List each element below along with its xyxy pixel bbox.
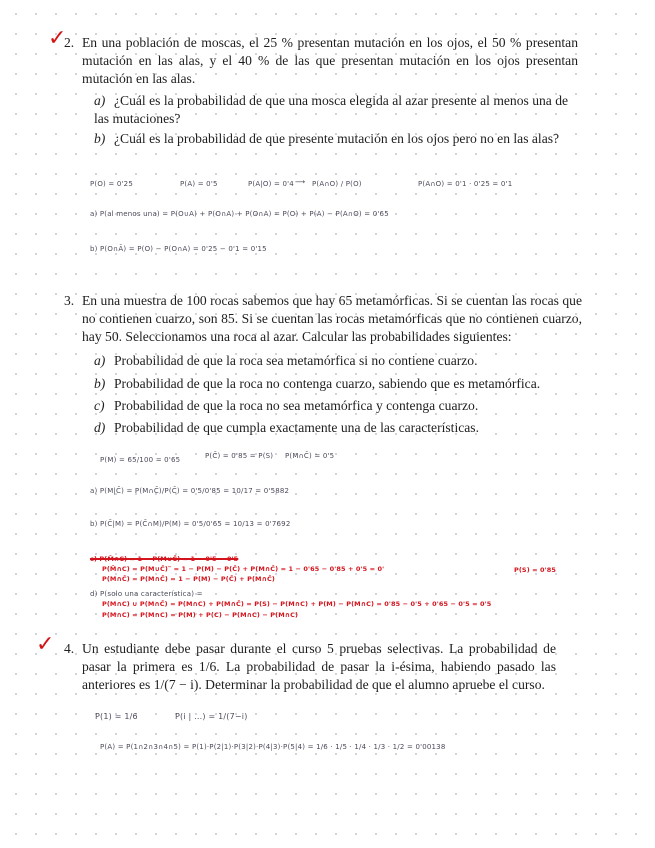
note-p2-given-a: P(A) = 0'5: [180, 180, 218, 188]
checkmark-icon: ✓: [36, 632, 55, 657]
problem-3-text: En una muestra de 100 rocas sabemos que hay 65 metamórficas. Si se cuentan las rocas que no contienen cuarzo, son 85. Si se cuentan las rocas metamórficas que no contienen cuarzo, hay 50. Seleccionamos una roca al azar. Calcular las probabilidades siguientes:: [82, 293, 582, 344]
part-text: Probabilidad de que la roca sea metamórfica si no contiene cuarzo.: [114, 353, 478, 368]
note-p3-part-d-line2: P(M∩C) = P(M∩C) = P(M) + P(C) − P(M∩C) − P(M∩C): [102, 611, 299, 619]
note-p2-formula: P(A∩O) / P(O): [312, 180, 362, 188]
note-p4-result: P(A) = P(1∩2∩3∩4∩5) = P(1)·P(2|1)·P(3|2)·P(4|3)·P(5|4) = 1/6 · 1/5 · 1/4 · 1/3 · 1/2 = 0'00138: [100, 743, 446, 751]
note-p3-part-c-line2: P(M∩C̄) = P(M∩C̄) = 1 − P(M) − P(C̄) + P(M∩C̄): [102, 575, 275, 583]
problem-2-part-b: [94, 130, 594, 148]
note-p3-given-m: P(M) = 65/100 = 0'65: [100, 456, 181, 464]
note-p3-part-a: a) P(M|C̄) = P(M∩C̄)/P(C̄) = 0'5/0'85 = 10/17 = 0'5882: [90, 487, 290, 495]
problem-3-part-c: [94, 397, 594, 415]
arrow-right-icon: ⟶: [295, 178, 306, 186]
part-text: Probabilidad de que la roca no sea metamórfica y contenga cuarzo.: [114, 398, 479, 413]
problem-3-number: 3.: [64, 293, 75, 308]
note-p4-pi: P(i | ...) = 1/(7−i): [175, 712, 248, 721]
note-p2-intersection: P(A∩O) = 0'1 · 0'25 = 0'1: [418, 180, 513, 188]
note-p3-part-d-label: d) P(solo una característica) =: [90, 590, 203, 598]
part-label: b): [94, 131, 106, 146]
part-label: b): [94, 376, 106, 391]
part-text: ¿Cuál es la probabilidad de que presente mutación en los ojos pero no en las alas?: [114, 131, 560, 146]
problem-2-part-a: [94, 92, 578, 128]
part-label: d): [94, 420, 106, 435]
problem-4-number: 4.: [64, 641, 75, 656]
problem-4-text: Un estudiante debe pasar durante el curso 5 pruebas selectivas. La probabilidad de pasar la primera es 1/6. La probabilidad de pasar la i-ésima, habiendo pasado las anteriores es 1/(7 − i). Determinar la probabilidad de que el alumno apruebe el curso.: [82, 641, 556, 692]
problem-2-number: 2.: [64, 35, 75, 50]
problem-3-part-d: [94, 419, 594, 437]
note-p3-part-b: b) P(C̄|M) = P(C̄∩M)/P(M) = 0'5/0'65 = 10/13 = 0'7692: [90, 520, 291, 528]
problem-3-part-b: [94, 375, 594, 393]
problem-3-part-a: [94, 352, 594, 370]
note-p4-p1: P(1) = 1/6: [95, 712, 138, 721]
problem-2-text: En una población de moscas, el 25 % presentan mutación en los ojos, el 50 % presentan mutación en las alas, y el 40 % de las que presentan mutación en los ojos presentan mutación en las alas.: [82, 35, 578, 86]
note-p3-part-c-line1: P(M̄∩C) = P(M∪C̄)‾ = 1 − P(M) − P(C̄) + P(M∩C̄) = 1 − 0'65 − 0'85 + 0'5 = 0': [102, 565, 385, 573]
note-p2-given-a-given-o: P(A|O) = 0'4: [248, 180, 294, 188]
part-text: Probabilidad de que cumpla exactamente una de las características.: [114, 420, 479, 435]
part-text: Probabilidad de que la roca no contenga cuarzo, sabiendo que es metamórfica.: [114, 376, 541, 391]
part-label: c): [94, 398, 105, 413]
note-p3-part-d-line1: P(M∩C) ∪ P(M∩C̄) = P(M∩C) + P(M∩C̄) = P(S) − P(M∩C) + P(M) − P(M∩C) = 0'85 − 0'5 + 0'65 − 0'5 = 0'5: [102, 600, 492, 608]
note-p3-given-mc: P(M∩C̄) = 0'5: [285, 452, 335, 460]
note-p2-part-b: b) P(O∩Ā) = P(O) − P(O∩A) = 0'25 − 0'1 = 0'15: [90, 245, 267, 253]
note-p2-given-o: P(O) = 0'25: [90, 180, 133, 188]
note-p3-given-c: P(C̄) = 0'85 = P(S): [205, 452, 274, 460]
part-label: a): [94, 353, 106, 368]
note-p3-part-c-struck: c) P(M̄∩C) = 1 − P(M∪C̄) = 1 − 0'5 − 0'5: [90, 555, 239, 563]
part-label: a): [94, 93, 106, 108]
part-text: ¿Cuál es la probabilidad de que una mosca elegida al azar presente al menos una de las mutaciones?: [94, 93, 569, 126]
checkmark-icon: ✓: [48, 26, 67, 51]
note-p2-part-a: a) P(al menos una) = P(O∪A) + P(O∩A) + P(O∩A) = P(O) + P(A) − P(A∩O) = 0'65: [90, 210, 389, 218]
note-p3-ps: P(S) = 0'85: [514, 566, 557, 574]
